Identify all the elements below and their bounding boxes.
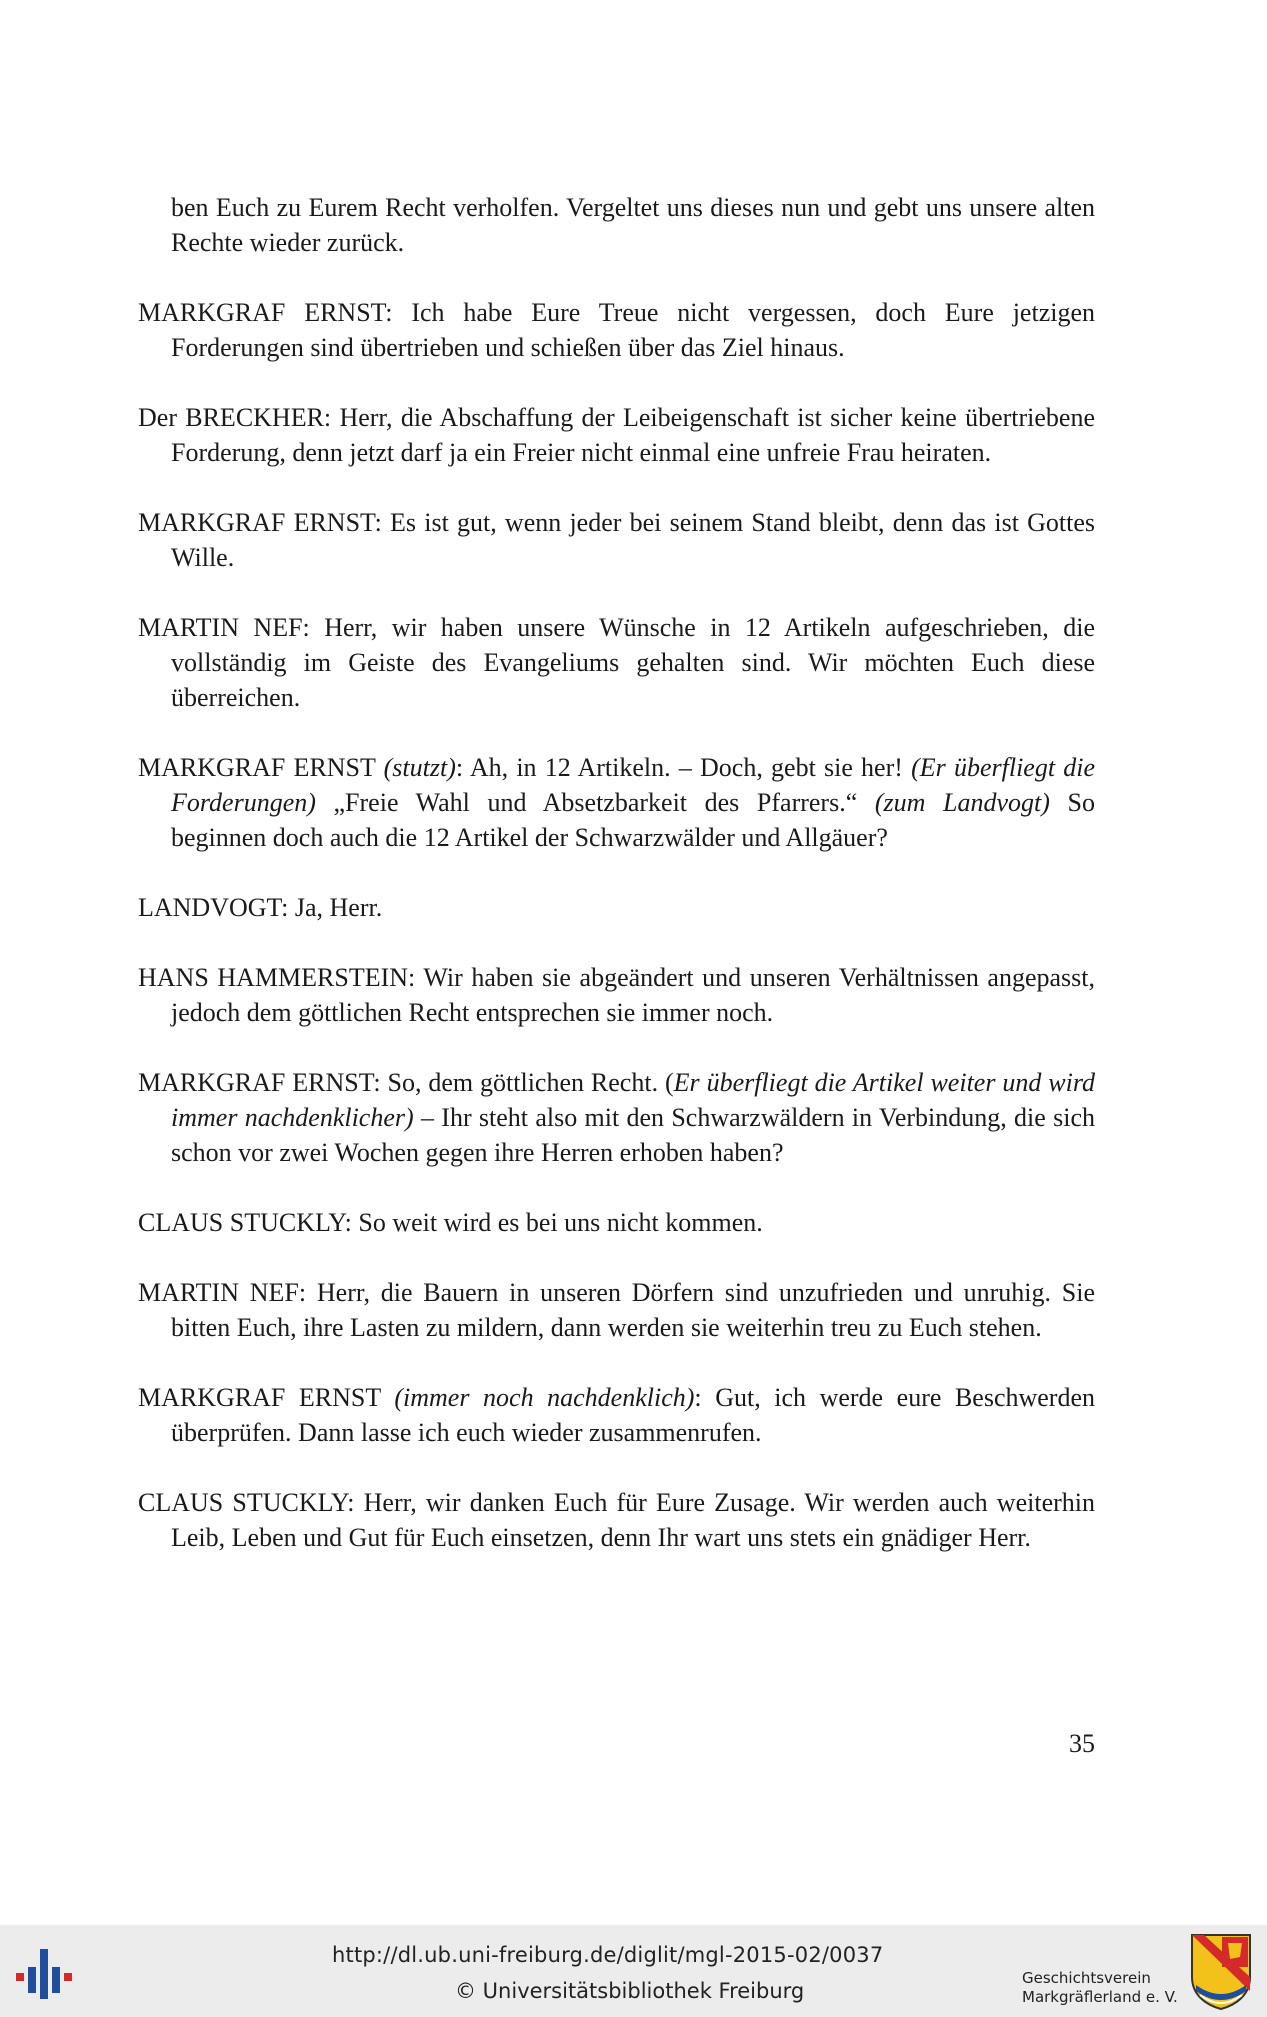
- permalink-url[interactable]: http://dl.ub.uni-freiburg.de/diglit/mgl-2015-02/0037: [332, 1943, 884, 1967]
- stage-direction: (Er überfliegt die Forderungen): [171, 753, 1096, 817]
- stage-direction: (stutzt): [383, 753, 456, 782]
- dialogue-paragraph: [138, 1205, 1095, 1240]
- viewer-footer: [0, 1925, 1267, 2017]
- dialogue-text: So, dem göttlichen Recht. (: [380, 1068, 674, 1097]
- speaker-name: MARKGRAF ERNST:: [138, 508, 382, 537]
- dialogue-text: [375, 753, 383, 782]
- dialogue-paragraph: [138, 295, 1095, 365]
- speaker-name: HANS HAMMERSTEIN:: [138, 963, 416, 992]
- speaker-name: CLAUS STUCKLY:: [138, 1208, 352, 1237]
- stage-direction: (zum Landvogt): [874, 788, 1050, 817]
- dialogue-text: Ja, Herr.: [288, 893, 383, 922]
- dialogue-paragraph: [138, 190, 1095, 260]
- dialogue-paragraph: [138, 1380, 1095, 1450]
- speaker-name: MARKGRAF ERNST:: [138, 1068, 381, 1097]
- dialogue-paragraph: [138, 890, 1095, 925]
- society-line-1: Geschichtsverein: [1022, 1969, 1151, 1987]
- dialogue-text: Wir haben sie abgeändert und unseren Verhältnissen angepasst, jedoch dem göttlichen Recht entsprechen sie immer noch.: [171, 963, 1095, 1027]
- copyright-notice: © Universitätsbibliothek Freiburg: [455, 1979, 805, 2003]
- dialogue-text: Herr, die Bauern in unseren Dörfern sind unzufrieden und unruhig. Sie bitten Euch, ihre Lasten zu mildern, dann werden sie weiterhin treu zu Euch stehen.: [171, 1278, 1095, 1342]
- dialogue-text: So weit wird es bei uns nicht kommen.: [351, 1208, 763, 1237]
- speaker-name: MARKGRAF ERNST:: [138, 298, 393, 327]
- page-number: 35: [1069, 1729, 1095, 1758]
- dialogue-paragraph: [138, 400, 1095, 470]
- society-line-2: Markgräflerland e. V.: [1022, 1988, 1178, 2006]
- dialogue-text: – Ihr steht also mit den Schwarzwäldern in Verbindung, die sich schon vor zwei Wochen gegen ihre Herren erhoben haben?: [171, 1103, 1096, 1167]
- dialogue-paragraph: [138, 610, 1095, 715]
- dialogue-text: So beginnen doch auch die 12 Artikel der Schwarzwälder und Allgäuer?: [171, 788, 1096, 852]
- speaker-name: MARTIN NEF:: [138, 1278, 307, 1307]
- dialogue-paragraph: [138, 750, 1095, 855]
- dialogue-text: Herr, die Abschaffung der Leibeigenschaft ist sicher keine übertriebene Forderung, denn jetzt darf ja ein Freier nicht einmal eine unfreie Frau heiraten.: [171, 403, 1096, 467]
- ub-freiburg-logo-icon[interactable]: [14, 1937, 80, 2003]
- body-text: [138, 190, 1095, 1590]
- speaker-name: LANDVOGT:: [138, 893, 289, 922]
- dialogue-text: : Gut, ich werde eure Beschwerden überprüfen. Dann lasse ich euch wieder zusammenrufen.: [171, 1383, 1096, 1447]
- dialogue-text: Ich habe Eure Treue nicht vergessen, doch Eure jetzigen Forderungen sind übertrieben und schießen über das Ziel hinaus.: [171, 298, 1096, 362]
- stage-direction: (immer noch nachdenklich): [394, 1383, 695, 1412]
- speaker-name: MARKGRAF ERNST: [138, 753, 376, 782]
- dialogue-text: Herr, wir danken Euch für Eure Zusage. Wir werden auch weiterhin Leib, Leben und Gut für Euch einsetzen, denn Ihr wart uns stets ein gnädiger Herr.: [171, 1488, 1095, 1552]
- dialogue-text: „Freie Wahl und Absetzbarkeit des Pfarrers.“: [315, 788, 875, 817]
- dialogue-paragraph: [138, 505, 1095, 575]
- dialogue-paragraph: [138, 960, 1095, 1030]
- dialogue-text: Herr, wir haben unsere Wünsche in 12 Artikeln aufgeschrieben, die vollständig im Geiste des Evangeliums gehalten sind. Wir möchten Euch diese überreichen.: [171, 613, 1095, 712]
- coat-of-arms-icon: [1190, 1933, 1252, 2011]
- dialogue-text: : Ah, in 12 Artikeln. – Doch, gebt sie her!: [455, 753, 912, 782]
- dialogue-paragraph: [138, 1065, 1095, 1170]
- speaker-name: MARTIN NEF:: [138, 613, 310, 642]
- dialogue-text: Es ist gut, wenn jeder bei seinem Stand bleibt, denn das ist Gottes Wille.: [171, 508, 1095, 572]
- speaker-name: MARKGRAF ERNST: [138, 1383, 381, 1412]
- society-name: [1022, 1969, 1178, 2007]
- dialogue-text: [381, 1383, 395, 1412]
- speaker-name: Der BRECKHER:: [138, 403, 332, 432]
- dialogue-paragraph: [138, 1485, 1095, 1555]
- stage-direction: Er überfliegt die Artikel weiter und wird immer nachdenklicher): [171, 1068, 1096, 1132]
- dialogue-paragraph: [138, 1275, 1095, 1345]
- dialogue-text: ben Euch zu Eurem Recht verholfen. Vergeltet uns dieses nun und gebt uns unsere alten Rechte wieder zurück.: [171, 193, 1095, 257]
- speaker-name: CLAUS STUCKLY:: [138, 1488, 355, 1517]
